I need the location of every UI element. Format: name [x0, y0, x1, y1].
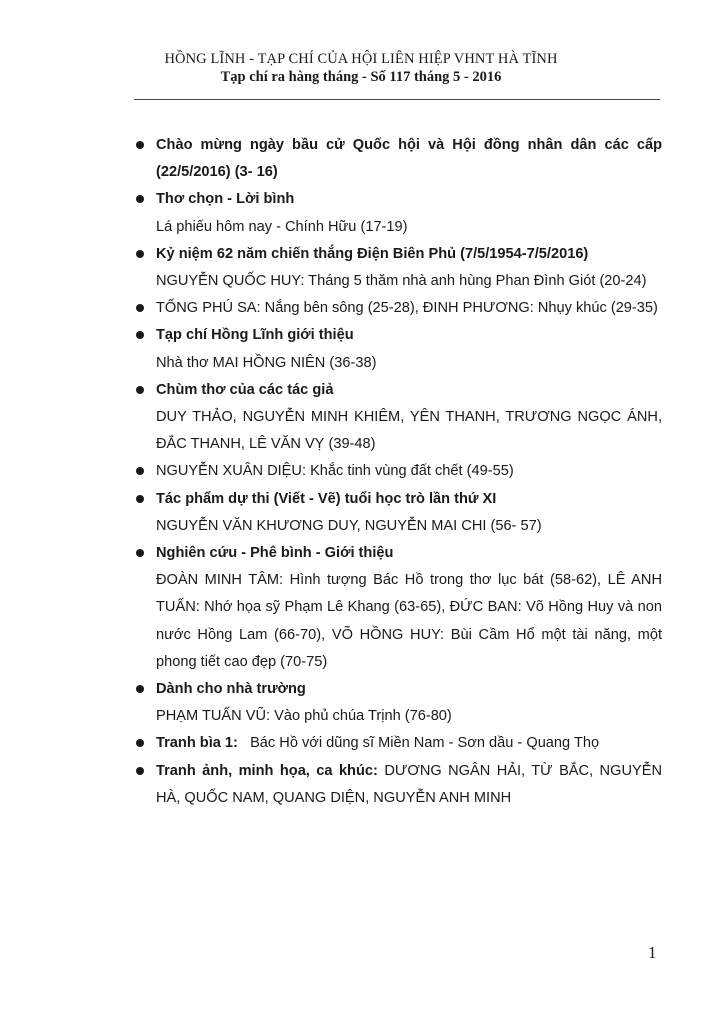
bullet-icon	[136, 141, 144, 149]
toc-value: DƯƠNG NGÂN HẢI, TỪ BẮC, NGUYỄN HÀ, QUỐC NAM, QUANG DIỆN, NGUYỄN ANH MINH	[156, 762, 662, 806]
toc-entry	[132, 186, 662, 240]
bullet-icon	[136, 195, 144, 203]
toc-detail: Lá phiếu hôm nay - Chính Hữu (17-19)	[156, 218, 408, 235]
toc-heading: Chùm thơ của các tác giả	[156, 381, 334, 398]
toc-entry	[132, 295, 662, 322]
toc-heading: Kỷ niệm 62 năm chiến thắng Điện Biên Phủ (7/5/1954-7/5/2016)	[156, 245, 589, 262]
toc-entry	[132, 730, 662, 757]
toc-detail: ĐOÀN MINH TÂM: Hình tượng Bác Hồ trong thơ lục bát (58-62), LÊ ANH TUẤN: Nhớ họa sỹ Phạm Lê Khang (63-65), ĐỨC BAN: Võ Hồng Huy và non nước Hồng Lam (66-70), VÕ HỒNG HUY: Bùi Cầm Hổ một tài năng, một phong tiết cao đẹp (70-75)	[156, 572, 662, 670]
toc-heading: Dành cho nhà trường	[156, 681, 306, 698]
table-of-contents	[132, 132, 662, 812]
toc-entry	[132, 377, 662, 459]
bullet-icon	[136, 331, 144, 339]
toc-text: NGUYỄN XUÂN DIỆU: Khắc tinh vùng đất chết (49-55)	[156, 463, 514, 480]
toc-entry	[132, 132, 662, 186]
bullet-icon	[136, 685, 144, 693]
toc-label: Tranh ảnh, minh họa, ca khúc:	[156, 762, 378, 779]
toc-heading: Chào mừng ngày bầu cử Quốc hội và Hội đồng nhân dân các cấp (22/5/2016) (3- 16)	[156, 137, 662, 181]
toc-detail: NGUYỄN QUỐC HUY: Tháng 5 thăm nhà anh hùng Phan Đình Giót (20-24)	[156, 273, 647, 290]
toc-detail: PHẠM TUẤN VŨ: Vào phủ chúa Trịnh (76-80)	[156, 708, 452, 725]
issue-subtitle: Tạp chí ra hàng tháng - Số 117 tháng 5 - 2016	[220, 69, 502, 85]
toc-entry	[132, 458, 662, 485]
bullet-icon	[136, 467, 144, 475]
toc-entry	[132, 540, 662, 676]
toc-entry	[132, 676, 662, 730]
toc-heading: Nghiên cứu - Phê bình - Giới thiệu	[156, 545, 394, 562]
toc-detail: DUY THẢO, NGUYỄN MINH KHIÊM, YÊN THANH, TRƯƠNG NGỌC ÁNH, ĐẮC THANH, LÊ VĂN VỴ (39-48)	[156, 409, 662, 453]
toc-text: TỐNG PHÚ SA: Nắng bên sông (25-28), ĐINH PHƯƠNG: Nhụy khúc (29-35)	[156, 300, 658, 317]
bullet-icon	[136, 304, 144, 312]
toc-label: Tranh bìa 1:	[156, 735, 238, 752]
toc-entry	[132, 758, 662, 812]
toc-detail: NGUYỄN VĂN KHƯƠNG DUY, NGUYỄN MAI CHI (56- 57)	[156, 517, 542, 534]
toc-heading: Thơ chọn - Lời bình	[156, 191, 295, 208]
toc-detail: Nhà thơ MAI HỒNG NIÊN (36-38)	[156, 354, 377, 371]
journal-title: HỒNG LĨNH - TẠP CHÍ CỦA HỘI LIÊN HIỆP VHNT HÀ TĨNH	[164, 51, 558, 67]
toc-heading: Tác phẩm dự thi (Viết - Vẽ) tuổi học trò lần thứ XI	[156, 490, 497, 507]
toc-entry	[132, 241, 662, 295]
toc-entry	[132, 486, 662, 540]
bullet-icon	[136, 386, 144, 394]
bullet-icon	[136, 549, 144, 557]
page-number: 1	[648, 943, 657, 962]
bullet-icon	[136, 250, 144, 258]
bullet-icon	[136, 739, 144, 747]
bullet-icon	[136, 767, 144, 775]
toc-entry	[132, 322, 662, 376]
toc-heading: Tạp chí Hồng Lĩnh giới thiệu	[156, 327, 354, 344]
bullet-icon	[136, 495, 144, 503]
toc-value: Bác Hồ với dũng sĩ Miền Nam - Sơn dầu - Quang Thọ	[250, 735, 600, 752]
header-divider	[134, 99, 660, 100]
toc-text	[156, 730, 662, 757]
page-header	[0, 50, 722, 86]
toc-text	[156, 758, 662, 812]
